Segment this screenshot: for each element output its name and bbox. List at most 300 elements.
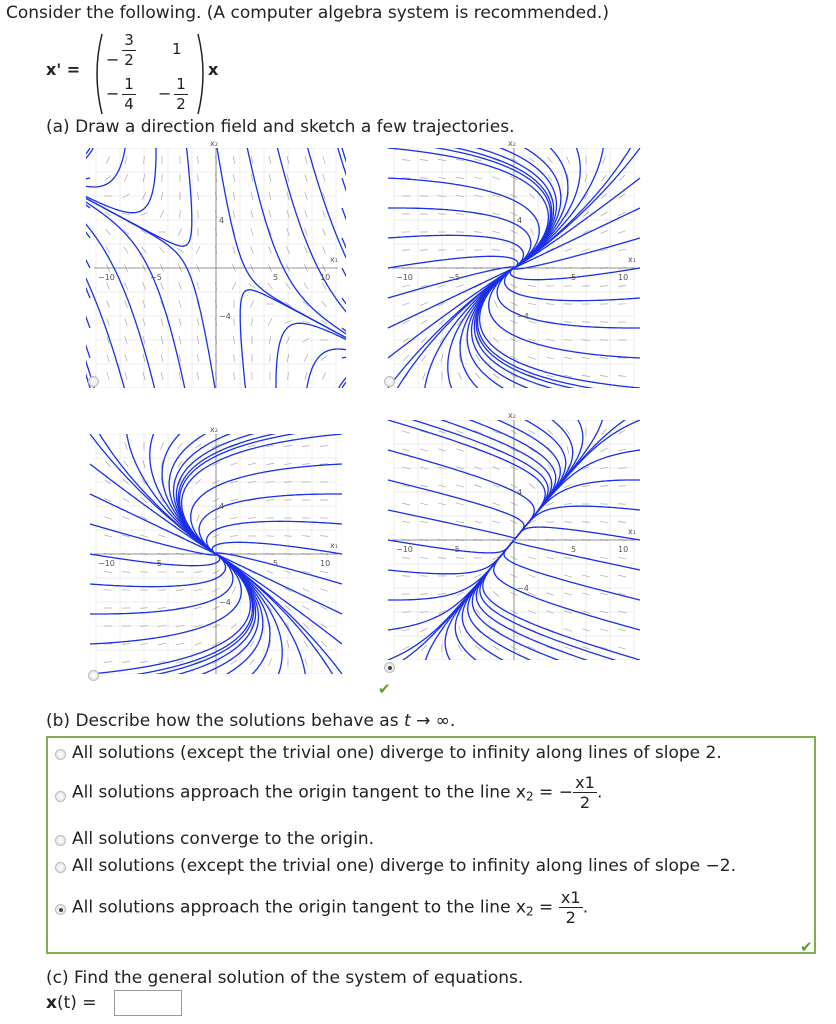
field-arrow — [125, 354, 127, 362]
field-arrow — [492, 503, 500, 506]
field-arrow — [104, 644, 112, 645]
tick-label-yneg4: −4 — [219, 312, 231, 321]
tick-label-x5: 5 — [273, 273, 279, 282]
field-arrow — [402, 449, 410, 451]
field-arrow — [269, 658, 272, 665]
field-arrow — [618, 231, 626, 234]
field-arrow — [567, 156, 570, 163]
trajectory-curve — [86, 201, 186, 394]
tick-label-xneg: −10 — [98, 559, 115, 568]
field-arrow — [233, 246, 235, 254]
behavior-option-5-frac-num: x1 — [560, 888, 581, 907]
field-arrow — [618, 468, 626, 469]
field-arrow — [104, 572, 112, 573]
field-arrow — [158, 643, 166, 644]
field-arrow — [176, 590, 184, 591]
field-arrow — [564, 629, 572, 632]
field-arrow — [248, 463, 256, 465]
field-arrow — [402, 250, 410, 251]
part-a-check-icon: ✔ — [378, 680, 391, 698]
field-arrow — [104, 662, 112, 663]
field-arrow — [420, 558, 428, 559]
field-arrow — [320, 446, 328, 447]
part-c-lhs-x: x — [46, 993, 57, 1013]
a22-sign: − — [158, 84, 172, 103]
field-arrow — [176, 643, 184, 645]
field-arrow — [618, 376, 626, 377]
field-arrow — [302, 321, 310, 323]
field-arrow — [197, 354, 199, 362]
field-arrow — [105, 229, 110, 235]
field-arrow — [250, 300, 254, 307]
tick-label-y4: 4 — [517, 488, 523, 497]
field-arrow — [197, 318, 199, 326]
field-arrow — [161, 282, 164, 289]
trajectory-curve — [276, 323, 346, 394]
field-arrow — [322, 372, 326, 379]
field-arrow — [125, 300, 128, 307]
field-arrow — [233, 210, 235, 218]
phase-plot-1[interactable] — [86, 138, 346, 398]
trajectory-curve — [388, 235, 524, 268]
trajectory-curve — [86, 223, 156, 394]
field-arrow — [420, 178, 428, 179]
field-arrow — [564, 322, 572, 323]
field-arrow — [618, 522, 626, 523]
field-arrow — [125, 372, 127, 380]
field-arrow — [197, 372, 199, 380]
trajectory-curve — [468, 541, 544, 666]
field-arrow — [230, 463, 238, 466]
field-arrow — [161, 354, 163, 362]
field-arrow — [195, 444, 201, 449]
field-arrow — [492, 250, 500, 251]
a21-sign: − — [106, 84, 120, 103]
field-arrow — [302, 445, 310, 446]
behavior-option-2-radio[interactable] — [55, 791, 66, 802]
field-arrow — [323, 174, 325, 182]
behavior-option-2-sub: 2 — [526, 789, 534, 804]
field-arrow — [402, 629, 410, 631]
part-b-arrow: → ∞. — [410, 711, 456, 731]
part-b-prompt — [46, 711, 455, 731]
field-arrow — [124, 247, 128, 254]
field-arrow — [600, 448, 607, 452]
field-arrow — [529, 483, 535, 488]
field-arrow — [438, 196, 446, 197]
trajectory-curve — [342, 298, 346, 306]
part-b-t: t — [404, 711, 411, 731]
field-arrow — [144, 156, 145, 164]
field-arrow — [125, 442, 128, 450]
field-arrow — [266, 571, 274, 574]
field-arrow — [177, 248, 184, 252]
field-arrow — [600, 230, 607, 233]
field-arrow — [320, 536, 328, 537]
behavior-option-3-radio[interactable] — [55, 835, 66, 846]
field-arrow — [402, 576, 410, 577]
field-arrow — [600, 557, 608, 559]
a11-sign: − — [106, 50, 120, 69]
trajectory-curve — [240, 290, 346, 394]
field-arrow — [546, 304, 554, 305]
field-arrow — [248, 445, 256, 447]
field-arrow — [402, 503, 410, 505]
trajectory-curve — [342, 208, 346, 223]
tick-label-xneg: −10 — [396, 545, 413, 554]
field-arrow — [197, 514, 200, 521]
trajectory-curve — [462, 541, 514, 666]
field-arrow — [618, 286, 626, 287]
field-arrow — [492, 521, 500, 523]
field-arrow — [198, 192, 199, 200]
field-arrow — [302, 536, 310, 537]
axis-label-x2: x₂ — [210, 139, 218, 148]
field-arrow — [251, 156, 253, 164]
axis-label-x1: x₁ — [330, 541, 338, 550]
field-arrow — [492, 213, 500, 215]
field-arrow — [302, 588, 309, 591]
field-arrow — [158, 535, 166, 538]
field-arrow — [180, 210, 181, 218]
tick-label-yneg4: −4 — [517, 584, 529, 593]
behavior-option-5-fraction — [559, 889, 583, 926]
field-arrow — [179, 300, 181, 308]
field-arrow — [160, 210, 164, 217]
trajectory-curve — [394, 268, 514, 394]
tick-label-xneg5: −5 — [448, 545, 460, 554]
a11-fraction — [122, 32, 136, 69]
plot-bottom-mask — [86, 674, 346, 684]
trajectory-curve — [86, 230, 90, 238]
field-arrow — [123, 498, 130, 502]
field-arrow — [420, 485, 428, 487]
field-arrow — [567, 446, 569, 454]
tick-label-xpos: 10 — [320, 559, 331, 568]
plot-option-1-radio[interactable] — [88, 376, 99, 387]
field-arrow — [474, 177, 482, 179]
field-arrow — [304, 283, 308, 290]
field-arrow — [269, 156, 271, 164]
field-arrow — [179, 318, 181, 326]
field-arrow — [304, 641, 308, 648]
behavior-option-2-eq: = − — [533, 782, 573, 803]
field-arrow — [304, 354, 308, 361]
field-arrow — [176, 661, 184, 663]
field-arrow — [140, 572, 148, 573]
field-arrow — [456, 521, 464, 523]
field-arrow — [564, 557, 572, 559]
tick-label-x5: 5 — [571, 273, 577, 282]
field-arrow — [420, 159, 428, 160]
field-arrow — [322, 246, 325, 253]
tick-label-yneg4: −4 — [219, 598, 231, 607]
field-arrow — [196, 246, 200, 253]
general-solution-input[interactable] — [114, 990, 182, 1016]
trajectory-curve — [388, 480, 524, 539]
field-arrow — [402, 521, 410, 523]
field-arrow — [106, 282, 109, 289]
field-arrow — [234, 336, 235, 344]
field-arrow — [402, 303, 410, 306]
field-arrow — [107, 354, 109, 362]
field-arrow — [251, 210, 253, 218]
field-arrow — [474, 232, 482, 233]
field-arrow — [602, 175, 606, 182]
trajectory-curve — [388, 510, 515, 539]
field-arrow — [179, 282, 182, 290]
field-arrow — [320, 589, 328, 592]
plot-bottom-mask — [86, 388, 346, 398]
trajectory-curve — [86, 257, 90, 269]
field-arrow — [180, 156, 181, 164]
behavior-option-5-sub: 2 — [526, 904, 534, 919]
field-arrow — [305, 174, 307, 182]
tick-label-y4: 4 — [219, 502, 225, 511]
field-arrow — [456, 485, 464, 487]
field-arrow — [159, 247, 164, 253]
field-arrow — [600, 375, 608, 376]
field-arrow — [474, 574, 481, 578]
field-arrow — [323, 156, 325, 164]
field-arrow — [529, 158, 535, 163]
field-arrow — [601, 212, 608, 216]
field-arrow — [304, 246, 307, 253]
plot-option-4-radio[interactable] — [384, 662, 395, 673]
trajectory-curve — [212, 542, 342, 554]
trajectory-curve — [388, 256, 518, 268]
field-arrow — [269, 246, 272, 253]
trajectory-curve — [96, 428, 216, 554]
field-arrow — [493, 591, 499, 596]
field-arrow — [618, 629, 626, 631]
field-arrow — [194, 589, 202, 591]
matrix-lhs: x' = — [46, 60, 81, 79]
a21-den: 4 — [124, 95, 134, 113]
field-arrow — [456, 576, 464, 577]
field-arrow — [546, 357, 554, 359]
field-arrow — [438, 558, 446, 559]
field-arrow — [269, 210, 271, 218]
field-arrow — [601, 429, 606, 435]
behavior-option-5-frac-den: 2 — [565, 908, 576, 927]
field-arrow — [528, 321, 536, 323]
trajectory-curve — [388, 208, 531, 268]
field-arrow — [198, 174, 199, 182]
field-arrow — [402, 285, 410, 287]
field-arrow — [125, 318, 128, 326]
field-arrow — [564, 522, 572, 523]
field-arrow — [322, 283, 326, 290]
plot-bottom-mask — [384, 660, 644, 670]
field-arrow — [474, 521, 482, 523]
field-arrow — [122, 644, 130, 645]
behavior-option-2-label[interactable] — [72, 774, 602, 811]
field-arrow — [546, 593, 554, 596]
phase-plot-2[interactable] — [384, 138, 644, 398]
plot-option-3-radio[interactable] — [88, 670, 99, 681]
behavior-option-1-radio[interactable] — [55, 749, 66, 760]
field-arrow — [474, 159, 482, 161]
tick-label-xneg5: −5 — [448, 273, 460, 282]
plot-bottom-mask — [384, 388, 644, 398]
field-arrow — [493, 374, 499, 379]
trajectory-curve — [191, 464, 342, 554]
tick-label-x5: 5 — [273, 559, 279, 568]
tick-label-xpos: 10 — [618, 273, 629, 282]
behavior-option-5-end: . — [582, 897, 589, 918]
field-arrow — [420, 302, 427, 305]
behavior-option-4-label[interactable]: All solutions (except the trivial one) diverge to infinity along lines of slope −2. — [72, 856, 736, 876]
part-c-prompt: (c) Find the general solution of the system of equations. — [46, 968, 524, 988]
field-arrow — [321, 301, 326, 307]
field-arrow — [600, 358, 608, 359]
field-arrow — [600, 575, 608, 577]
axis-label-x2: x₂ — [508, 411, 516, 420]
field-arrow — [122, 516, 129, 519]
field-arrow — [456, 285, 464, 288]
phase-plot-4[interactable] — [384, 410, 644, 670]
field-arrow — [420, 628, 427, 632]
field-arrow — [251, 228, 253, 236]
tick-label-x5: 5 — [571, 545, 577, 554]
field-arrow — [528, 357, 536, 360]
trajectory-curve — [484, 414, 560, 539]
field-arrow — [161, 442, 164, 449]
field-arrow — [403, 355, 409, 361]
trajectory-curve — [454, 414, 556, 539]
field-arrow — [320, 571, 328, 573]
field-arrow — [493, 646, 500, 650]
field-arrow — [179, 372, 181, 380]
field-arrow — [456, 214, 464, 215]
part-b-check-icon: ✔ — [800, 938, 813, 956]
behavior-option-2-text: All solutions approach the origin tangent to the line x — [72, 782, 526, 803]
field-arrow — [230, 517, 238, 519]
field-arrow — [266, 500, 274, 501]
field-arrow — [456, 449, 464, 452]
field-arrow — [564, 249, 572, 252]
trajectory-curve — [515, 506, 641, 539]
behavior-option-5-text: All solutions approach the origin tangent to the line x — [72, 897, 526, 918]
field-arrow — [198, 210, 199, 218]
field-arrow — [234, 318, 235, 326]
trajectory-curve — [216, 142, 346, 338]
part-c-lhs-rest: (t) = — [56, 993, 97, 1013]
field-arrow — [529, 430, 536, 434]
behavior-option-3-label[interactable]: All solutions converge to the origin. — [72, 829, 375, 849]
field-arrow — [456, 558, 464, 559]
field-arrow — [495, 300, 498, 307]
field-arrow — [618, 504, 626, 505]
field-arrow — [423, 372, 426, 380]
a12-entry: 1 — [172, 40, 182, 58]
field-arrow — [321, 355, 327, 360]
field-arrow — [402, 431, 410, 433]
field-arrow — [421, 320, 428, 324]
field-arrow — [303, 606, 310, 610]
field-arrow — [284, 482, 292, 483]
behavior-option-5-label[interactable] — [72, 889, 588, 926]
field-arrow — [104, 535, 112, 537]
field-arrow — [459, 372, 462, 379]
field-arrow — [547, 157, 552, 163]
field-arrow — [249, 659, 254, 665]
trajectory-curve — [216, 554, 336, 680]
trajectory-curve — [246, 142, 346, 335]
tick-label-xneg: −10 — [98, 273, 115, 282]
field-arrow — [179, 354, 181, 362]
field-arrow — [402, 558, 410, 559]
field-arrow — [194, 572, 202, 573]
field-arrow — [528, 575, 536, 578]
field-arrow — [233, 586, 236, 593]
field-arrow — [420, 449, 428, 451]
tick-label-y4: 4 — [219, 216, 225, 225]
field-arrow — [231, 660, 237, 665]
field-arrow — [528, 303, 536, 305]
field-arrow — [198, 156, 199, 164]
field-arrow — [456, 177, 464, 178]
field-arrow — [266, 463, 274, 464]
field-arrow — [459, 626, 461, 634]
field-arrow — [124, 282, 127, 289]
field-arrow — [618, 647, 626, 649]
tick-label-xneg: −10 — [396, 273, 413, 282]
field-arrow — [233, 156, 235, 164]
field-arrow — [618, 575, 626, 577]
tick-label-y4: 4 — [517, 216, 523, 225]
field-arrow — [474, 485, 482, 488]
trajectory-curve — [86, 313, 90, 328]
behavior-option-5-radio[interactable] — [55, 904, 66, 915]
trajectory-curve — [207, 521, 343, 554]
behavior-option-1-label[interactable]: All solutions (except the trivial one) diverge to infinity along lines of slope 2. — [72, 743, 722, 763]
tick-label-xpos: 10 — [320, 273, 331, 282]
field-arrow — [564, 593, 572, 595]
a22-num: 1 — [176, 75, 186, 93]
axis-label-x1: x₁ — [628, 255, 636, 264]
trajectory-curve — [476, 541, 604, 666]
a11-den: 2 — [124, 51, 134, 69]
phase-plot-3[interactable] — [86, 424, 346, 684]
a22-fraction — [174, 76, 188, 113]
field-arrow — [475, 373, 480, 379]
axis-label-x2: x₂ — [508, 139, 516, 148]
field-arrow — [305, 658, 308, 666]
field-arrow — [178, 228, 182, 235]
behavior-option-2-frac-den: 2 — [579, 793, 591, 812]
field-arrow — [582, 340, 590, 341]
field-arrow — [305, 156, 307, 164]
field-arrow — [248, 518, 256, 519]
field-arrow — [531, 228, 534, 235]
field-arrow — [105, 461, 111, 467]
problem-intro: Consider the following. (A computer algebra system is recommended.) — [6, 3, 609, 23]
behavior-option-4-radio[interactable] — [55, 862, 66, 873]
field-arrow — [234, 354, 235, 362]
field-arrow — [456, 503, 464, 505]
plot-option-2-radio[interactable] — [384, 376, 395, 387]
field-arrow — [420, 250, 428, 251]
trajectory-curve — [472, 541, 577, 666]
a22-den: 2 — [176, 95, 186, 113]
field-arrow — [288, 372, 289, 380]
field-arrow — [546, 502, 553, 506]
axis-label-x2: x₂ — [210, 425, 218, 434]
field-arrow — [456, 431, 464, 434]
trajectory-curve — [514, 414, 566, 539]
